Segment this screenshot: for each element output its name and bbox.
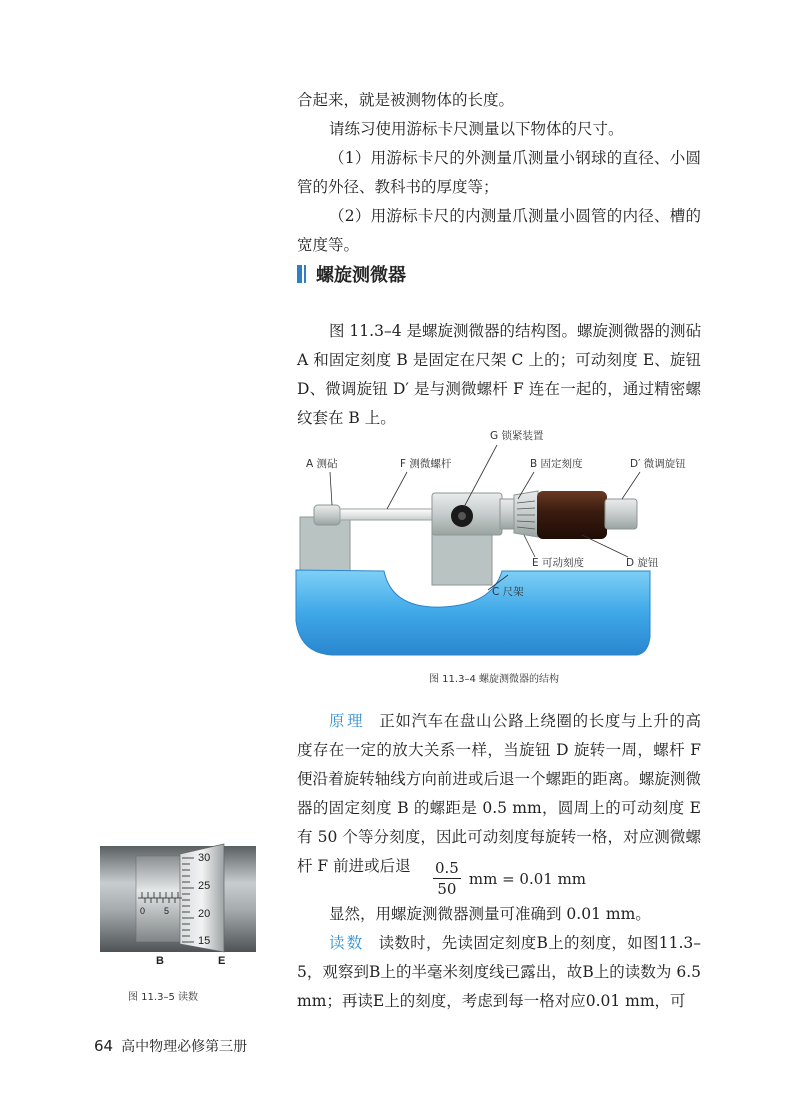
fixed-num-0: 0 [140,906,146,916]
label-E: E 可动刻度 [532,557,584,569]
fine-knob-Dprime [605,499,637,529]
paragraph-1: 合起来，就是被测物体的长度。 [297,91,515,109]
label-D: D 旋钮 [626,557,659,569]
micrometer-figure [292,425,712,657]
section-marker-icon [297,265,302,283]
label-Dprime: D′ 微调旋钮 [630,458,686,470]
formula-fraction [433,858,461,899]
label-B: B 固定刻度 [530,458,583,470]
page-footer [94,1036,247,1056]
spindle-F [340,509,436,520]
paragraph-6 [297,707,701,881]
reading-figure [98,840,258,970]
keyword-reading: 读数 [329,934,365,952]
paragraph-6-text: 正如汽车在盘山公路上绕圈的长度与上升的高度存在一定的放大关系一样，当旋钮 D 旋转一周，螺杆 F 便沿着旋转轴线方向前进或后退一个螺距的距离。螺旋测微器的固定刻度 B 的螺距是 0.5 mm，圆周上的可动刻度 E 有 50 个等分刻度，因此可动刻度每旋转一格，对应测微螺杆 F 前进或后退 [297,712,701,875]
label-A: A 测砧 [306,458,338,470]
label-E-fig2: E [218,955,226,967]
paragraph-7: 显然，用螺旋测微器测量可准确到 0.01 mm。 [329,905,651,923]
thimble-tick-20: 20 [198,908,211,920]
figure1-caption: 图 11.3–4 螺旋测微器的结构 [429,674,559,685]
label-F: F 测微螺杆 [400,458,452,470]
label-G: G 锁紧装置 [490,430,544,442]
paragraph-5: 图 11.3–4 是螺旋测微器的结构图。螺旋测微器的测砧 A 和固定刻度 B 是固定在尺架 C 上的；可动刻度 E、旋钮 D、微调旋钮 D′ 是与测微螺杆 F 连在一起的，通过精密螺纹套在 B 上。 [297,322,701,427]
anvil-A [314,505,340,525]
section-title: 螺旋测微器 [316,265,406,286]
paragraph-8 [297,929,701,1016]
figure2-caption: 图 11.3–5 读数 [128,992,198,1003]
paragraph-4: （2）用游标卡尺的内测量爪测量小圆管的内径、槽的宽度等。 [297,207,701,254]
paragraph-8-text: 读数时，先读固定刻度B上的刻度，如图11.3–5，观察到B上的半毫米刻度线已露出，故B上的读数为 6.5 mm；再读E上的刻度，考虑到每一格对应0.01 mm，可 [297,934,701,1010]
paragraph-3: （1）用游标卡尺的外测量爪测量小钢球的直径、小圆管的外径、教科书的厚度等； [297,149,701,196]
label-B-fig2: B [156,955,164,967]
page-number: 64 [94,1037,114,1055]
formula-numerator: 0.5 [435,859,459,877]
book-title: 高中物理必修第三册 [121,1039,248,1055]
fixed-num-5: 5 [164,906,170,916]
knob-D [537,491,607,539]
formula-denominator: 50 [437,880,457,898]
section-heading [297,262,406,286]
thimble-E [514,491,538,537]
label-C: C 尺架 [492,586,524,598]
paragraph-2: 请练习使用游标卡尺测量以下物体的尺寸。 [329,120,624,138]
keyword-principle: 原理 [329,712,366,730]
thimble-tick-25: 25 [198,880,211,892]
formula-rhs: mm = 0.01 mm [468,869,587,888]
thimble-tick-30: 30 [198,852,211,864]
section-marker-icon-thin [304,265,306,283]
formula [433,858,586,899]
thimble-tick-15: 15 [198,935,211,947]
